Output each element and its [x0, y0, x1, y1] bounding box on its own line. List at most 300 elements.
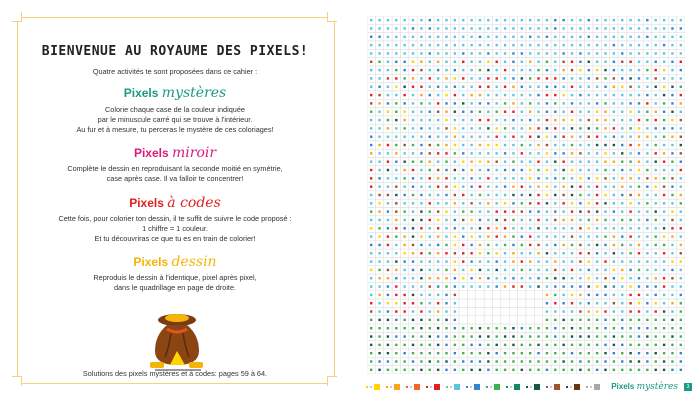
color-dot — [655, 277, 657, 279]
color-dot — [621, 252, 623, 254]
color-dot — [546, 36, 548, 38]
grid-cell[interactable] — [518, 299, 526, 307]
color-dot — [638, 144, 640, 146]
color-dot — [579, 27, 581, 29]
grid-cell[interactable] — [509, 291, 517, 299]
color-dot — [512, 269, 514, 271]
color-dot — [496, 44, 498, 46]
color-dot — [378, 335, 380, 337]
color-dot — [496, 61, 498, 63]
color-dot — [504, 219, 506, 221]
color-dot — [437, 277, 439, 279]
color-dot — [613, 194, 615, 196]
color-dot — [378, 310, 380, 312]
color-dot — [554, 102, 556, 104]
color-dot — [470, 360, 472, 362]
color-dot — [604, 127, 606, 129]
color-dot — [487, 335, 489, 337]
grid-cell[interactable] — [534, 316, 542, 324]
color-dot — [638, 235, 640, 237]
grid-cell[interactable] — [484, 291, 492, 299]
grid-cell[interactable] — [509, 299, 517, 307]
color-dot — [420, 344, 422, 346]
color-dot — [454, 27, 456, 29]
color-dot — [445, 94, 447, 96]
color-dot — [512, 102, 514, 104]
color-dot — [437, 219, 439, 221]
color-dot — [437, 235, 439, 237]
grid-cell[interactable] — [484, 316, 492, 324]
grid-cell[interactable] — [467, 299, 475, 307]
color-dot — [613, 244, 615, 246]
color-dot — [554, 235, 556, 237]
color-dot — [378, 352, 380, 354]
color-dot — [680, 160, 682, 162]
color-dot — [370, 69, 372, 71]
grid-cell[interactable] — [493, 316, 501, 324]
color-dot — [529, 352, 531, 354]
color-dot — [496, 285, 498, 287]
grid-cell[interactable] — [534, 299, 542, 307]
color-dot — [370, 111, 372, 113]
color-dot — [470, 177, 472, 179]
grid-cell[interactable] — [467, 291, 475, 299]
color-dot — [554, 369, 556, 371]
color-dot — [420, 44, 422, 46]
grid-cell[interactable] — [501, 316, 509, 324]
color-dot — [680, 302, 682, 304]
color-dot — [437, 244, 439, 246]
color-dot — [370, 202, 372, 204]
color-dot — [562, 335, 564, 337]
color-dot — [429, 111, 431, 113]
color-dot — [621, 219, 623, 221]
grid-cell[interactable] — [467, 307, 475, 315]
color-dot — [420, 86, 422, 88]
color-dot — [512, 344, 514, 346]
color-dot — [663, 136, 665, 138]
color-dot — [370, 61, 372, 63]
color-dot — [470, 152, 472, 154]
color-dot — [546, 102, 548, 104]
color-dot — [462, 36, 464, 38]
color-dot — [521, 19, 523, 21]
color-dot — [378, 219, 380, 221]
color-dot — [487, 102, 489, 104]
color-dot — [479, 160, 481, 162]
color-dot — [571, 69, 573, 71]
grid-cell[interactable] — [526, 299, 534, 307]
color-dot — [604, 94, 606, 96]
color-dot — [403, 102, 405, 104]
color-dot — [537, 260, 539, 262]
color-dot — [604, 52, 606, 54]
color-dot — [521, 111, 523, 113]
color-dot — [496, 19, 498, 21]
color-dot — [420, 244, 422, 246]
grid-cell[interactable] — [493, 299, 501, 307]
color-dot — [554, 160, 556, 162]
grid-cell[interactable] — [518, 291, 526, 299]
color-dot — [638, 302, 640, 304]
color-dot — [387, 310, 389, 312]
color-dot — [671, 360, 673, 362]
grid-cell[interactable] — [518, 316, 526, 324]
color-dot — [412, 86, 414, 88]
color-dot — [378, 61, 380, 63]
color-dot — [437, 360, 439, 362]
grid-cell[interactable] — [459, 299, 467, 307]
color-dot — [479, 61, 481, 63]
color-dot — [596, 360, 598, 362]
color-dot — [496, 102, 498, 104]
color-dot — [487, 227, 489, 229]
color-dot — [454, 252, 456, 254]
color-dot — [537, 360, 539, 362]
color-dot — [479, 260, 481, 262]
color-dot — [579, 360, 581, 362]
color-dot — [663, 335, 665, 337]
color-dot — [370, 219, 372, 221]
color-dot — [613, 61, 615, 63]
section-heading-codes: Pixels à codes — [129, 195, 221, 211]
color-dot — [621, 19, 623, 21]
grid-cell[interactable] — [534, 307, 542, 315]
color-dot — [629, 252, 631, 254]
color-dot — [479, 194, 481, 196]
color-dot — [546, 294, 548, 296]
color-dot — [479, 36, 481, 38]
color-dot — [378, 52, 380, 54]
color-dot — [462, 202, 464, 204]
color-dot — [378, 94, 380, 96]
grid-cell[interactable] — [476, 299, 484, 307]
color-dot — [479, 227, 481, 229]
color-dot — [655, 102, 657, 104]
color-dot — [437, 94, 439, 96]
color-dot — [504, 136, 506, 138]
color-dot — [671, 277, 673, 279]
color-dot — [512, 94, 514, 96]
color-dot — [562, 111, 564, 113]
color-dot — [445, 269, 447, 271]
grid-cell[interactable] — [476, 291, 484, 299]
color-dot — [646, 277, 648, 279]
grid-cell[interactable] — [526, 307, 534, 315]
color-dot — [604, 369, 606, 371]
color-dot — [671, 136, 673, 138]
color-dot — [554, 136, 556, 138]
grid-cell[interactable] — [493, 307, 501, 315]
color-dot — [454, 111, 456, 113]
color-dot — [588, 86, 590, 88]
pixel-grid[interactable] — [367, 16, 685, 374]
color-dot — [671, 210, 673, 212]
color-dot — [537, 269, 539, 271]
color-dot — [437, 302, 439, 304]
color-dot — [596, 244, 598, 246]
color-dot — [571, 327, 573, 329]
color-dot — [437, 369, 439, 371]
color-dot — [554, 27, 556, 29]
color-dot — [638, 219, 640, 221]
color-dot — [378, 369, 380, 371]
color-dot — [504, 144, 506, 146]
color-dot — [680, 335, 682, 337]
color-dot — [403, 27, 405, 29]
color-dot — [412, 369, 414, 371]
grid-cell[interactable] — [526, 316, 534, 324]
color-dot — [546, 61, 548, 63]
color-dot — [370, 210, 372, 212]
color-dot — [403, 94, 405, 96]
color-dot — [663, 310, 665, 312]
color-dot — [412, 277, 414, 279]
color-dot — [420, 235, 422, 237]
grid-cell[interactable] — [501, 299, 509, 307]
color-dot — [487, 77, 489, 79]
color-dot — [378, 27, 380, 29]
color-dot — [395, 77, 397, 79]
color-dot — [571, 27, 573, 29]
color-dot — [462, 77, 464, 79]
grid-cell[interactable] — [476, 307, 484, 315]
color-dot — [655, 27, 657, 29]
grid-cell[interactable] — [534, 291, 542, 299]
grid-cell[interactable] — [459, 316, 467, 324]
color-dot — [546, 86, 548, 88]
color-dot — [537, 102, 539, 104]
color-dot — [479, 94, 481, 96]
color-dot — [462, 27, 464, 29]
color-dot — [395, 360, 397, 362]
page-number: 3 — [684, 383, 692, 391]
color-dot — [579, 227, 581, 229]
color-dot — [671, 185, 673, 187]
color-dot — [629, 27, 631, 29]
grid-cell[interactable] — [476, 316, 484, 324]
color-dot — [663, 327, 665, 329]
color-dot — [571, 94, 573, 96]
grid-cell[interactable] — [526, 291, 534, 299]
color-dot — [680, 327, 682, 329]
color-dot — [504, 269, 506, 271]
color-dot — [445, 36, 447, 38]
color-dot — [462, 19, 464, 21]
color-dot — [504, 194, 506, 196]
color-dot — [496, 227, 498, 229]
color-dot — [655, 19, 657, 21]
grid-cell[interactable] — [493, 291, 501, 299]
color-dot — [680, 352, 682, 354]
grid-cell[interactable] — [484, 307, 492, 315]
color-dot — [588, 52, 590, 54]
grid-cell[interactable] — [459, 291, 467, 299]
color-dot — [370, 194, 372, 196]
color-dot — [571, 127, 573, 129]
grid-cell[interactable] — [459, 307, 467, 315]
color-dot — [454, 185, 456, 187]
color-dot — [562, 27, 564, 29]
color-dot — [571, 369, 573, 371]
color-dot — [621, 144, 623, 146]
color-dot — [638, 352, 640, 354]
color-dot — [429, 169, 431, 171]
color-dot — [613, 310, 615, 312]
color-dot — [596, 77, 598, 79]
color-dot — [655, 69, 657, 71]
color-dot — [621, 77, 623, 79]
color-dot — [546, 169, 548, 171]
color-dot — [487, 352, 489, 354]
color-dot — [562, 302, 564, 304]
color-dot — [454, 77, 456, 79]
color-dot — [487, 169, 489, 171]
color-dot — [671, 119, 673, 121]
color-dot — [579, 144, 581, 146]
color-dot — [638, 344, 640, 346]
color-dot — [663, 352, 665, 354]
color-dot — [546, 119, 548, 121]
color-dot — [655, 285, 657, 287]
color-dot — [429, 127, 431, 129]
color-dot — [546, 69, 548, 71]
color-dot — [663, 61, 665, 63]
color-dot — [621, 44, 623, 46]
color-dot — [454, 69, 456, 71]
color-dot — [663, 169, 665, 171]
color-dot — [504, 127, 506, 129]
color-dot — [613, 277, 615, 279]
color-dot — [470, 327, 472, 329]
color-dot — [521, 94, 523, 96]
color-dot — [621, 127, 623, 129]
color-dot — [370, 277, 372, 279]
color-dot — [370, 127, 372, 129]
color-dot — [655, 235, 657, 237]
color-dot — [562, 344, 564, 346]
color-dot — [529, 86, 531, 88]
grid-cell[interactable] — [509, 316, 517, 324]
color-dot — [621, 194, 623, 196]
color-dot — [462, 44, 464, 46]
color-dot — [596, 369, 598, 371]
color-dot — [571, 227, 573, 229]
color-dot — [403, 352, 405, 354]
color-dot — [420, 102, 422, 104]
color-dot — [496, 177, 498, 179]
color-dot — [479, 285, 481, 287]
color-dot — [596, 94, 598, 96]
grid-cell[interactable] — [501, 291, 509, 299]
color-dot — [613, 185, 615, 187]
color-dot — [445, 219, 447, 221]
color-dot — [462, 152, 464, 154]
color-dot — [629, 52, 631, 54]
color-dot — [487, 235, 489, 237]
color-dot — [521, 252, 523, 254]
color-dot — [646, 19, 648, 21]
color-dot — [671, 160, 673, 162]
color-dot — [470, 369, 472, 371]
color-dot — [562, 210, 564, 212]
color-dot — [663, 185, 665, 187]
color-dot — [529, 169, 531, 171]
grid-cell[interactable] — [467, 316, 475, 324]
color-dot — [479, 327, 481, 329]
color-dot — [378, 269, 380, 271]
color-dot — [621, 260, 623, 262]
color-dot — [529, 360, 531, 362]
color-dot — [496, 86, 498, 88]
color-dot — [378, 69, 380, 71]
color-dot — [454, 36, 456, 38]
color-dot — [546, 127, 548, 129]
section-text-codes: Cette fois, pour colorier ton dessin, il te suffit de suivre le code proposé : 1 chiffre = 1 couleur. Et tu découvriras ce que tu es en train de colorier! — [58, 214, 292, 243]
color-dot — [479, 369, 481, 371]
color-dot — [512, 194, 514, 196]
color-dot — [387, 327, 389, 329]
color-dot — [646, 160, 648, 162]
color-dot — [445, 177, 447, 179]
color-dot — [529, 144, 531, 146]
color-dot — [487, 185, 489, 187]
color-dot — [403, 285, 405, 287]
color-dot — [462, 252, 464, 254]
color-dot — [420, 160, 422, 162]
color-dot — [671, 219, 673, 221]
color-legend — [366, 384, 600, 390]
color-dot — [479, 19, 481, 21]
grid-cell[interactable] — [509, 307, 517, 315]
grid-cell[interactable] — [501, 307, 509, 315]
color-dot — [521, 77, 523, 79]
color-dot — [671, 61, 673, 63]
color-dot — [403, 344, 405, 346]
color-dot — [454, 169, 456, 171]
color-dot — [646, 260, 648, 262]
grid-cell[interactable] — [518, 307, 526, 315]
color-dot — [479, 210, 481, 212]
color-dot — [596, 169, 598, 171]
color-dot — [613, 119, 615, 121]
color-dot — [638, 360, 640, 362]
color-dot — [529, 235, 531, 237]
color-dot — [504, 169, 506, 171]
color-dot — [562, 127, 564, 129]
color-dot — [454, 277, 456, 279]
color-dot — [395, 352, 397, 354]
grid-cell[interactable] — [484, 299, 492, 307]
color-dot — [579, 219, 581, 221]
color-dot — [403, 327, 405, 329]
color-dot — [680, 61, 682, 63]
color-dot — [487, 127, 489, 129]
color-dot — [537, 152, 539, 154]
color-dot — [588, 144, 590, 146]
color-dot — [638, 185, 640, 187]
color-dot — [370, 235, 372, 237]
color-dot — [680, 310, 682, 312]
color-dot — [529, 269, 531, 271]
color-dot — [671, 310, 673, 312]
color-dot — [395, 52, 397, 54]
color-dot — [537, 169, 539, 171]
color-dot — [588, 244, 590, 246]
color-dot — [596, 52, 598, 54]
color-dot — [621, 202, 623, 204]
color-dot — [479, 86, 481, 88]
